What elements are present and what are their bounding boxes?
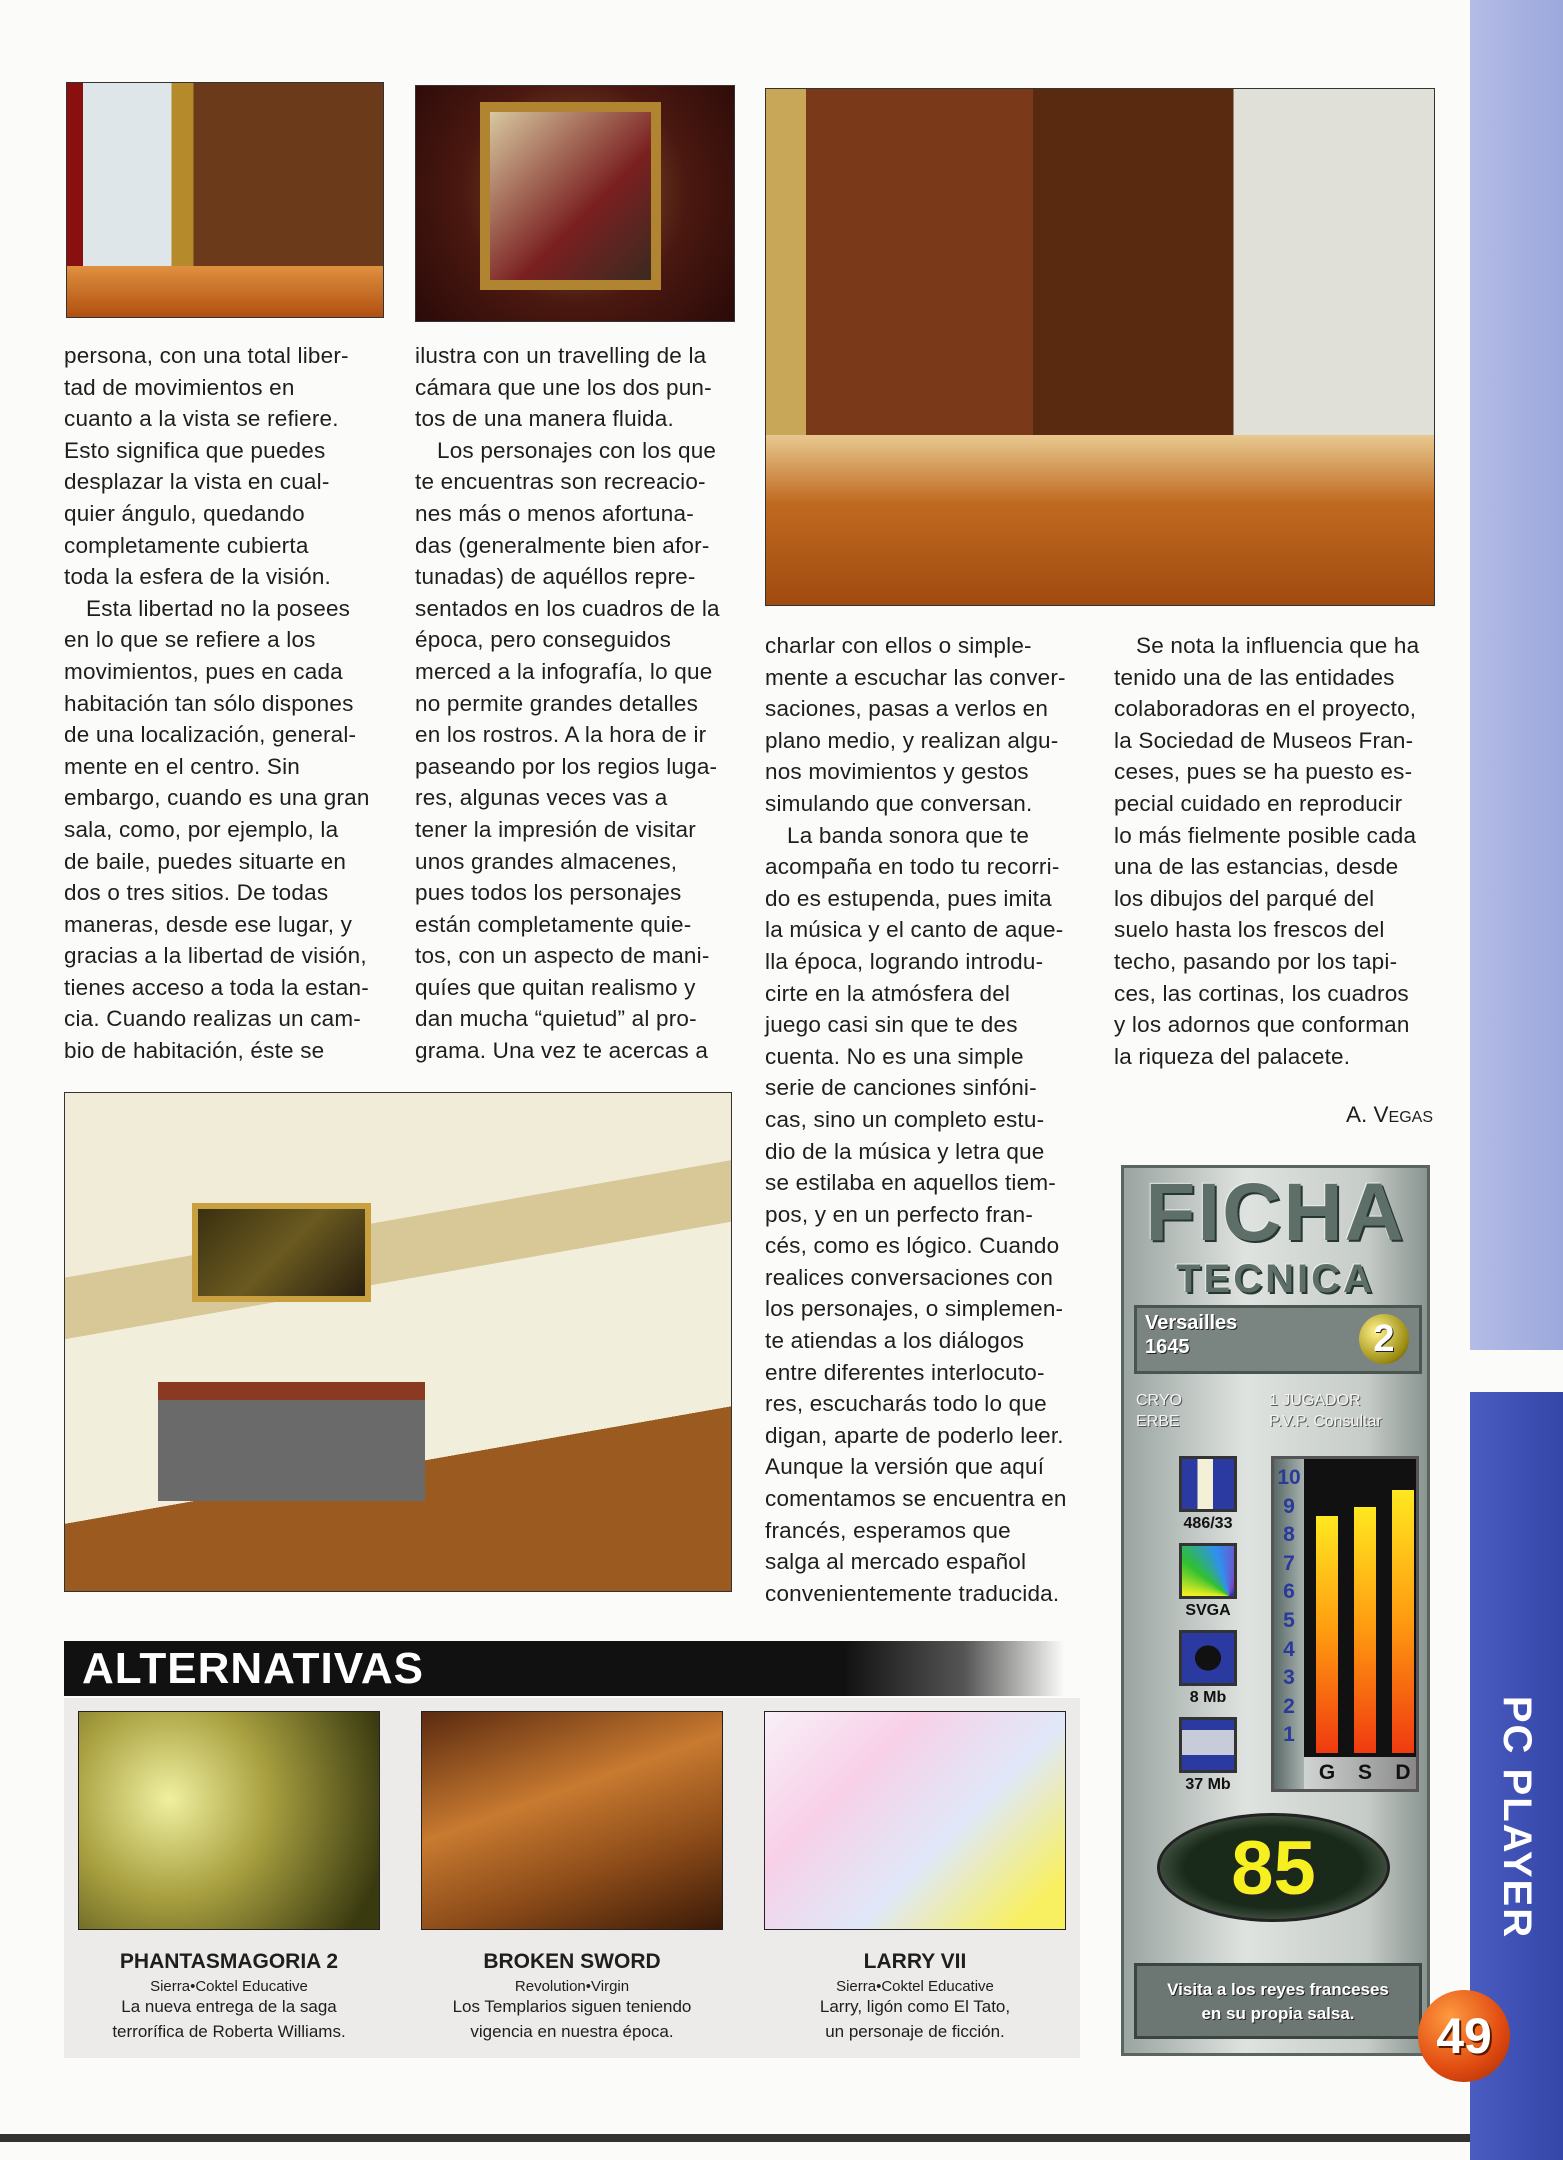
article-line: do es estupenda, pues imita — [765, 885, 1052, 911]
alternative-screenshot — [421, 1711, 723, 1930]
game-year: 1645 — [1145, 1336, 1190, 1358]
author: A. Vegas — [1346, 1102, 1433, 1127]
article-line: pues todos los personajes — [415, 880, 682, 906]
screenshot-fireplace-salon — [64, 1092, 732, 1592]
page-number: 49 — [1418, 1990, 1510, 2082]
game-title: Versailles — [1145, 1312, 1238, 1334]
article-line: Aunque la versión que aquí — [765, 1454, 1045, 1480]
article-line: res, algunas veces vas a — [415, 785, 668, 811]
article-line: maneras, desde ese lugar, y — [64, 911, 353, 937]
article-line: en lo que se refiere a los — [64, 627, 316, 653]
score-dial — [1157, 1813, 1390, 1922]
article-line: los personajes, o simplemen- — [765, 1296, 1064, 1322]
article-line: cuanto a la vista se refiere. — [64, 406, 339, 432]
article-line: toda la esfera de la visión. — [64, 564, 332, 590]
requirement-label: SVGA — [1185, 1602, 1231, 1619]
developer: CRYO — [1136, 1392, 1182, 1409]
article-line: no permite grandes detalles — [415, 690, 699, 716]
alternativas-heading: ALTERNATIVAS — [82, 1644, 424, 1693]
article-line: tunadas) de aquéllos repre- — [415, 564, 696, 590]
article-line: tenido una de las entidades — [1114, 664, 1395, 690]
tagline-line-1: Visita a los reyes franceses — [1167, 1980, 1389, 1999]
article-line: merced a la infografía, lo que — [415, 658, 713, 684]
hard-disk-computer-icon — [1179, 1717, 1237, 1773]
article-line: lla época, logrando introdu- — [765, 948, 1044, 974]
article-line: y los adornos que conforman — [1114, 1012, 1410, 1038]
alternative-desc-line: Los Templarios siguen teniendo — [452, 1997, 692, 2016]
alternative-desc-line: vigencia en nuestra época. — [470, 2022, 674, 2041]
article-line: lo más fielmente posible cada — [1114, 822, 1417, 848]
article-line: unos grandes almacenes, — [415, 848, 678, 874]
article-line: La banda sonora que te — [787, 822, 1030, 848]
article-line: la Sociedad de Museos Fran- — [1114, 727, 1414, 753]
article-line: de una localización, general- — [64, 722, 357, 748]
game-panel — [1134, 1305, 1422, 1374]
article-line: charlar con ellos o simple- — [765, 633, 1032, 658]
article-line: tos de una manera fluida. — [415, 406, 674, 432]
article-line: mente en el centro. Sin — [64, 753, 300, 779]
article-line: quier ángulo, quedando — [64, 500, 305, 526]
article-line: ilustra con un travelling de la — [415, 343, 707, 368]
article-line: sala, como, por ejemplo, la — [64, 816, 339, 842]
alternative-publisher: Sierra•Coktel Educative — [836, 1978, 994, 1995]
article-line: embargo, cuando es una gran — [64, 785, 370, 811]
painting-frame — [480, 102, 661, 290]
article-line: Esto significa que puedes — [64, 437, 326, 463]
article-column-3 — [765, 630, 1067, 1609]
article-line: saciones, pasas a verlos en — [765, 696, 1049, 722]
article-line: grama. Una vez te acercas a — [415, 1038, 709, 1064]
article-line: salga al mercado español — [765, 1549, 1027, 1575]
magazine-name — [1470, 1686, 1563, 1948]
alternative-desc-line: Larry, ligón como El Tato, — [819, 1997, 1011, 2016]
article-line: persona, con una total liber- — [64, 343, 349, 368]
chart-y-tick: 9 — [1283, 1494, 1295, 1518]
article-line: juego casi sin que te des — [765, 1012, 1018, 1038]
article-line: ces, las cortinas, los cuadros — [1114, 980, 1409, 1006]
chart-bar-s — [1354, 1507, 1376, 1753]
alternative-desc-line: La nueva entrega de la saga — [121, 1997, 337, 2016]
rating-chart — [1271, 1456, 1419, 1792]
article-line: Los personajes con los que — [437, 437, 717, 463]
players: 1 JUGADOR — [1269, 1392, 1361, 1409]
article-line: das (generalmente bien afor- — [415, 532, 710, 558]
chart-y-tick: 7 — [1283, 1551, 1295, 1575]
article-line: Esta libertad no la posees — [86, 595, 351, 621]
chart-x-label: S — [1357, 1761, 1372, 1784]
article-line: la riqueza del palacete. — [1114, 1043, 1351, 1069]
alternativas-box — [64, 1698, 1080, 2058]
article-line: tad de movimientos en — [64, 374, 295, 400]
article-line: te encuentras son recreacio- — [415, 469, 706, 495]
distributor: ERBE — [1136, 1413, 1180, 1430]
article-line: paseando por los regios luga- — [415, 753, 718, 779]
article-line: acompaña en todo tu recorri- — [765, 854, 1060, 880]
article-line: dio de la música y letra que — [765, 1138, 1045, 1164]
alternativas-header — [64, 1641, 1064, 1696]
chart-y-tick: 10 — [1277, 1466, 1301, 1489]
article-line: en los rostros. A la hora de ir — [415, 722, 707, 748]
article-line: movimientos, pues en cada — [64, 658, 343, 684]
magazine-name-text: PC PLAYER — [1495, 1695, 1540, 1939]
article-line: cámara que une los dos pun- — [415, 374, 712, 400]
article-line: los dibujos del parqué del — [1114, 885, 1375, 911]
article-line: quíes que quitan realismo y — [415, 974, 696, 1000]
article-line: pecial cuidado en reproducir — [1114, 790, 1403, 816]
article-line: suelo hasta los frescos del — [1114, 917, 1385, 943]
article-line: pos, y en un perfecto fran- — [765, 1201, 1034, 1227]
article-line: tienes acceso a toda la estan- — [64, 974, 369, 1000]
article-column-2 — [415, 340, 720, 1067]
article-line: se estilaba en aquellos tiem- — [765, 1170, 1056, 1196]
chart-bar-g — [1316, 1516, 1338, 1753]
chart-y-tick: 2 — [1283, 1694, 1295, 1718]
article-line: completamente cubierta — [64, 532, 309, 558]
article-column-1 — [64, 340, 370, 1067]
article-line: cia. Cuando realizas un cam- — [64, 1006, 361, 1032]
screenshot-royal-bedroom — [765, 88, 1435, 606]
article-line: época, pero conseguidos — [415, 627, 672, 653]
alternative-description — [59, 1994, 399, 2044]
article-line: techo, pasando por los tapi- — [1114, 948, 1398, 974]
fireplace — [158, 1382, 424, 1502]
chart-y-tick: 3 — [1283, 1666, 1295, 1690]
article-line: ceses, pues se ha puesto es- — [1114, 759, 1413, 785]
article-line: convenientemente traducida. — [765, 1580, 1060, 1606]
article-line: Se nota la influencia que ha — [1136, 633, 1420, 658]
article-line: tos, con un aspecto de mani- — [415, 943, 710, 969]
article-line: digan, aparte de poderlo leer. — [765, 1422, 1064, 1448]
article-line: dos o tres sitios. De todas — [64, 880, 329, 906]
article-line: cas, sino un completo estu- — [765, 1106, 1045, 1132]
alternative-publisher: Sierra•Coktel Educative — [150, 1978, 308, 1995]
chart-y-tick: 8 — [1283, 1523, 1295, 1547]
alternative-publisher: Revolution•Virgin — [514, 1978, 630, 1995]
article-line: nes más o menos afortuna- — [415, 500, 694, 526]
screenshot-window-room — [66, 82, 384, 318]
alternative-desc-line: un personaje de ficción. — [825, 2022, 1005, 2041]
article-line: de baile, puedes situarte en — [64, 848, 347, 874]
article-line: entre diferentes interlocuto- — [765, 1359, 1045, 1385]
price: P.V.P. Consultar — [1269, 1413, 1382, 1430]
article-line: francés, esperamos que — [765, 1517, 1011, 1543]
chart-y-tick: 5 — [1283, 1609, 1295, 1632]
article-line: una de las estancias, desde — [1114, 854, 1399, 880]
article-line: están completamente quie- — [415, 911, 692, 937]
article-line: te atiendas a los diálogos — [765, 1328, 1025, 1354]
chart-y-tick: 1 — [1283, 1723, 1295, 1747]
article-line: res, escucharás todo lo que — [765, 1391, 1047, 1417]
requirement-label: 486/33 — [1183, 1515, 1233, 1532]
article-line: cés, como es lógico. Cuando — [765, 1233, 1060, 1259]
alternative-screenshot — [764, 1711, 1066, 1930]
chart-x-label: G — [1318, 1761, 1336, 1784]
article-line: simulando que conversan. — [765, 790, 1033, 816]
article-line: gracias a la libertad de visión, — [64, 943, 367, 969]
alternative-desc-line: terrorífica de Roberta Williams. — [112, 2022, 346, 2041]
article-line: la música y el canto de aque- — [765, 917, 1064, 943]
ram-chip-icon — [1179, 1630, 1237, 1686]
chart-bar-d — [1392, 1490, 1414, 1753]
alternative-description — [402, 1994, 742, 2044]
painting — [192, 1203, 372, 1303]
article-line: cuenta. No es una simple — [765, 1043, 1024, 1069]
ficha-subtitle: TECNICA — [1176, 1257, 1375, 1301]
article-line: sentados en los cuadros de la — [415, 595, 720, 621]
article-line: realices conversaciones con — [765, 1264, 1054, 1290]
cd-count-badge: 2 — [1359, 1314, 1409, 1364]
alternative-title: PHANTASMAGORIA 2 — [119, 1950, 339, 1973]
article-line: habitación tan sólo dispones — [64, 690, 354, 716]
article-line: nos movimientos y gestos — [765, 759, 1029, 785]
tagline-panel — [1134, 1963, 1422, 2039]
tagline-line-2: en su propia salsa. — [1201, 2004, 1355, 2023]
alternative-title: BROKEN SWORD — [483, 1950, 661, 1973]
chart-x-label: D — [1395, 1761, 1411, 1784]
chart-y-tick: 6 — [1283, 1580, 1295, 1604]
cpu-icon — [1179, 1456, 1237, 1512]
score-value: 85 — [1231, 1826, 1316, 1911]
svga-rainbow-icon — [1179, 1543, 1237, 1599]
requirement-label: 37 Mb — [1185, 1776, 1231, 1793]
article-line: tener la impresión de visitar — [415, 816, 696, 842]
article-line: colaboradoras en el proyecto, — [1114, 696, 1417, 722]
screenshot-painting — [415, 85, 735, 322]
alternative-title: LARRY VII — [863, 1950, 967, 1973]
article-column-4 — [1114, 630, 1419, 1072]
ficha-title: FICHA — [1145, 1167, 1406, 1258]
alternative-description — [745, 1994, 1085, 2044]
article-line: mente a escuchar las conver- — [765, 664, 1066, 690]
bottom-rule — [0, 2134, 1470, 2142]
ficha-tecnica — [1121, 1165, 1430, 2056]
article-line: desplazar la vista en cual- — [64, 469, 330, 495]
article-line: cirte en la atmósfera del — [765, 980, 1011, 1006]
article-line: bio de habitación, éste se — [64, 1038, 325, 1064]
chart-y-tick: 4 — [1283, 1637, 1295, 1661]
article-line: dan mucha “quietud” al pro- — [415, 1006, 697, 1032]
requirement-label: 8 Mb — [1189, 1689, 1227, 1706]
alternative-screenshot — [78, 1711, 380, 1930]
article-line: serie de canciones sinfóni- — [765, 1075, 1037, 1101]
side-stripe-light — [1470, 0, 1563, 1350]
article-line: comentamos se encuentra en — [765, 1486, 1067, 1512]
article-line: plano medio, y realizan algu- — [765, 727, 1059, 753]
